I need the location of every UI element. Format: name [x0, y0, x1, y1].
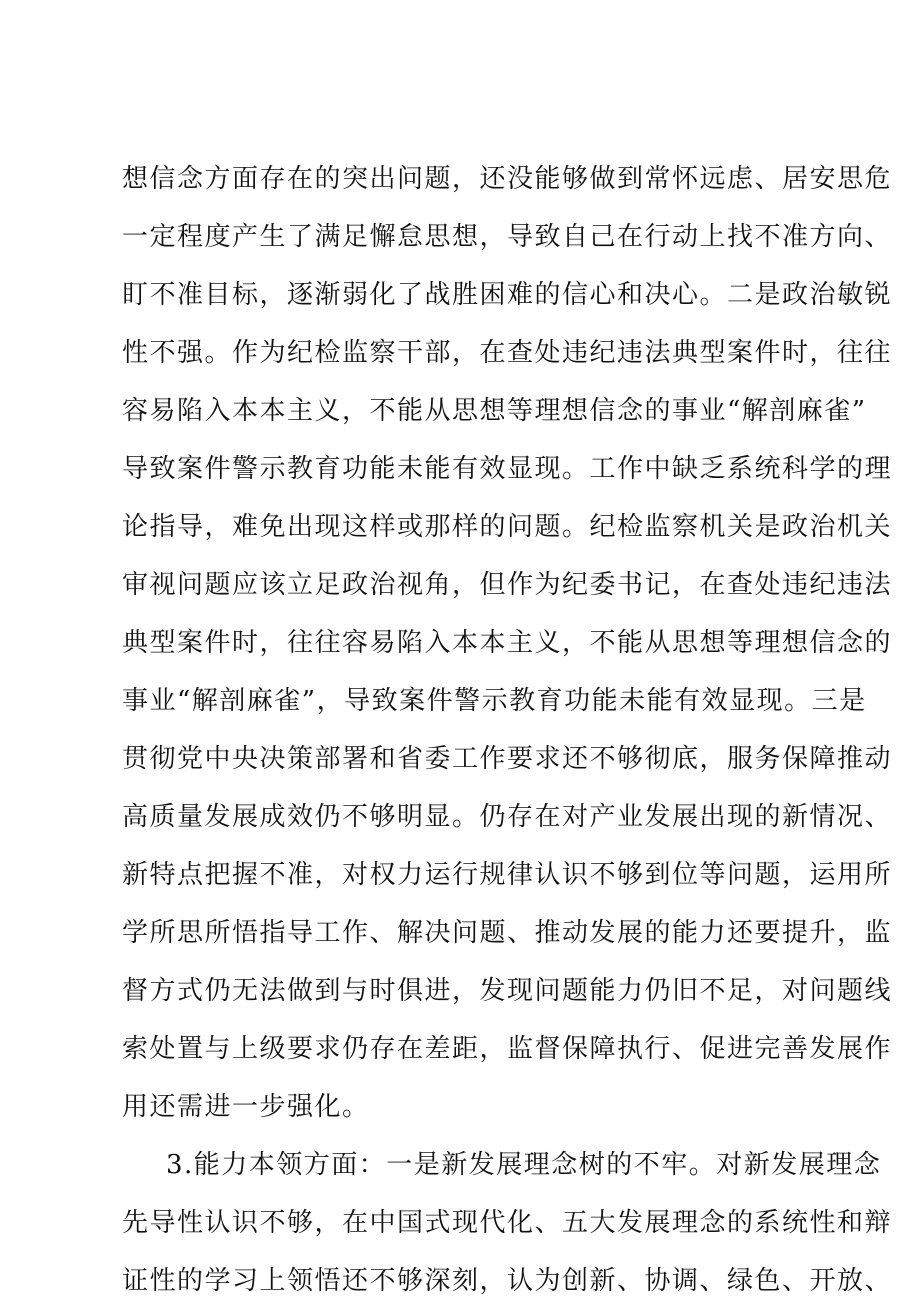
text-line: 论指导，难免出现这样或那样的问题。纪检监察机关是政治机关: [122, 512, 893, 542]
section-heading-line: 3.能力本领方面：一是新发展理念树的不牢。对新发展理念: [166, 1150, 882, 1180]
text-line: 高质量发展成效仍不够明显。仍存在对产业发展出现的新情况、: [122, 802, 893, 832]
text-line: 事业“解剖麻雀”，导致案件警示教育功能未能有效显现。三是: [122, 686, 867, 716]
text-line: 索处置与上级要求仍存在差距，监督保障执行、促进完善发展作: [122, 1034, 893, 1064]
text-line: 证性的学习上领悟还不够深刻，认为创新、协调、绿色、开放、: [122, 1266, 893, 1296]
text-line: 容易陷入本本主义，不能从思想等理想信念的事业“解剖麻雀”: [122, 396, 867, 426]
body-text: [122, 150, 893, 1310]
text-line: 一定程度产生了满足懈怠思想，导致自己在行动上找不准方向、: [122, 222, 893, 252]
text-line: 想信念方面存在的突出问题，还没能够做到常怀远虑、居安思危: [122, 164, 893, 194]
text-line: 学所思所悟指导工作、解决问题、推动发展的能力还要提升，监: [122, 918, 893, 948]
text-line: 督方式仍无法做到与时俱进，发现问题能力仍旧不足，对问题线: [122, 976, 893, 1006]
text-line: 用还需进一步强化。: [122, 1092, 370, 1122]
text-line: 贯彻党中央决策部署和省委工作要求还不够彻底，服务保障推动: [122, 744, 893, 774]
text-line: 导致案件警示教育功能未能有效显现。工作中缺乏系统科学的理: [122, 454, 893, 484]
text-line: 先导性认识不够，在中国式现代化、五大发展理念的系统性和辩: [122, 1208, 893, 1238]
text-line: 审视问题应该立足政治视角，但作为纪委书记，在查处违纪违法: [122, 570, 893, 600]
text-line: 新特点把握不准，对权力运行规律认识不够到位等问题，运用所: [122, 860, 893, 890]
text-line: 盯不准目标，逐渐弱化了战胜困难的信心和决心。二是政治敏锐: [122, 280, 893, 310]
text-line: 典型案件时，往往容易陷入本本主义，不能从思想等理想信念的: [122, 628, 893, 658]
text-line: 性不强。作为纪检监察干部，在查处违纪违法典型案件时，往往: [122, 338, 893, 368]
